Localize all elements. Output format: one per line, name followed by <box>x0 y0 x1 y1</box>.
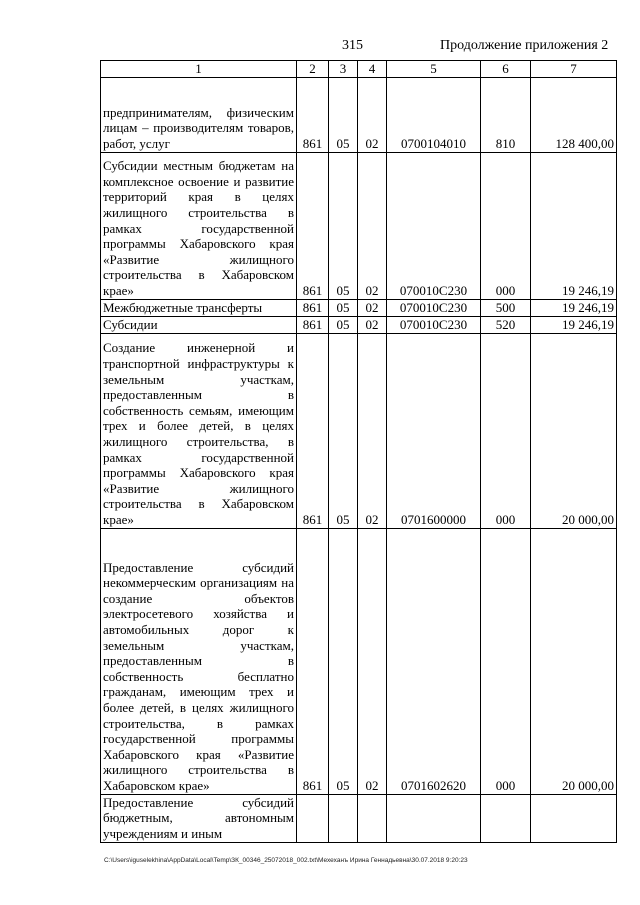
table-row <box>101 152 617 299</box>
table-row <box>101 528 617 794</box>
table-row <box>101 333 617 528</box>
cell-target-article: 070010С230 <box>387 152 481 299</box>
cell-section: 05 <box>329 299 358 316</box>
table-row <box>101 316 617 333</box>
cell-section: 05 <box>329 77 358 152</box>
table-row <box>101 299 617 316</box>
cell-subsection: 02 <box>358 333 387 528</box>
row-name: Субсидии <box>101 316 297 333</box>
cell-ministry-code: 861 <box>297 528 329 794</box>
row-name: Межбюджетные трансферты <box>101 299 297 316</box>
cell-amount: 19 246,19 <box>531 299 617 316</box>
cell-target-article <box>387 794 481 842</box>
cell-amount: 128 400,00 <box>531 77 617 152</box>
cell-target-article: 0701600000 <box>387 333 481 528</box>
cell-subsection <box>358 794 387 842</box>
column-header: 7 <box>531 61 617 78</box>
cell-ministry-code: 861 <box>297 316 329 333</box>
cell-expense-type: 000 <box>481 152 531 299</box>
budget-table <box>100 60 617 843</box>
row-name: предпринимателям, физическим лицам – производителям товаров, работ, услуг <box>101 77 297 152</box>
column-header: 2 <box>297 61 329 78</box>
cell-target-article: 070010С230 <box>387 299 481 316</box>
cell-expense-type: 000 <box>481 528 531 794</box>
cell-subsection: 02 <box>358 152 387 299</box>
cell-subsection: 02 <box>358 77 387 152</box>
cell-section: 05 <box>329 528 358 794</box>
row-name: Предоставление субсидий некоммерческим организациям на создание объектов электросетевого хозяйства и автомобильных дорог к земельным участкам, предоставленным в собственность бесплатно гражданам, имеющим трех и более детей, в целях жилищного строительства, в рамках государственной программы Хабаровского края «Развитие жилищного строительства в Хабаровском крае» <box>101 528 297 794</box>
cell-subsection: 02 <box>358 528 387 794</box>
appendix-continuation-note: Продолжение приложения 2 <box>440 38 609 53</box>
cell-section: 05 <box>329 316 358 333</box>
cell-amount <box>531 794 617 842</box>
cell-ministry-code: 861 <box>297 152 329 299</box>
document-file-path: C:\Users\iguselekhina\AppData\Local\Temp\ЗК_00346_25072018_002.txt\Мехеханъ Ирина Геннадьевна\30.07.2018 9:20:23 <box>104 857 468 864</box>
cell-ministry-code <box>297 794 329 842</box>
cell-expense-type: 810 <box>481 77 531 152</box>
row-name: Субсидии местным бюджетам на комплексное освоение и развитие территорий края в целях жилищного строительства в рамках государственной программы Хабаровского края «Развитие жилищного строительства в Хабаровском крае» <box>101 152 297 299</box>
cell-target-article: 0700104010 <box>387 77 481 152</box>
column-header: 4 <box>358 61 387 78</box>
cell-section: 05 <box>329 333 358 528</box>
row-name: Предоставление субсидий бюджетным, автономным учреждениям и иным <box>101 794 297 842</box>
cell-subsection: 02 <box>358 299 387 316</box>
table-row <box>101 77 617 152</box>
cell-ministry-code: 861 <box>297 299 329 316</box>
cell-expense-type: 520 <box>481 316 531 333</box>
cell-expense-type: 500 <box>481 299 531 316</box>
cell-amount: 19 246,19 <box>531 316 617 333</box>
cell-subsection: 02 <box>358 316 387 333</box>
table-row <box>101 794 617 842</box>
cell-target-article: 0701602620 <box>387 528 481 794</box>
row-name: Создание инженерной и транспортной инфраструктуры к земельным участкам, предоставленным в собственность семьям, имеющим трех и более детей, в целях жилищного строительства, в рамках государственной программы Хабаровского края «Развитие жилищного строительства в Хабаровском крае» <box>101 333 297 528</box>
cell-expense-type <box>481 794 531 842</box>
column-header: 6 <box>481 61 531 78</box>
cell-expense-type: 000 <box>481 333 531 528</box>
cell-target-article: 070010С230 <box>387 316 481 333</box>
cell-ministry-code: 861 <box>297 333 329 528</box>
cell-amount: 20 000,00 <box>531 333 617 528</box>
column-header: 3 <box>329 61 358 78</box>
cell-ministry-code: 861 <box>297 77 329 152</box>
cell-section: 05 <box>329 152 358 299</box>
page-number: 315 <box>342 38 363 53</box>
table-header-row <box>101 61 617 78</box>
cell-section <box>329 794 358 842</box>
cell-amount: 19 246,19 <box>531 152 617 299</box>
column-header: 1 <box>101 61 297 78</box>
column-header: 5 <box>387 61 481 78</box>
cell-amount: 20 000,00 <box>531 528 617 794</box>
